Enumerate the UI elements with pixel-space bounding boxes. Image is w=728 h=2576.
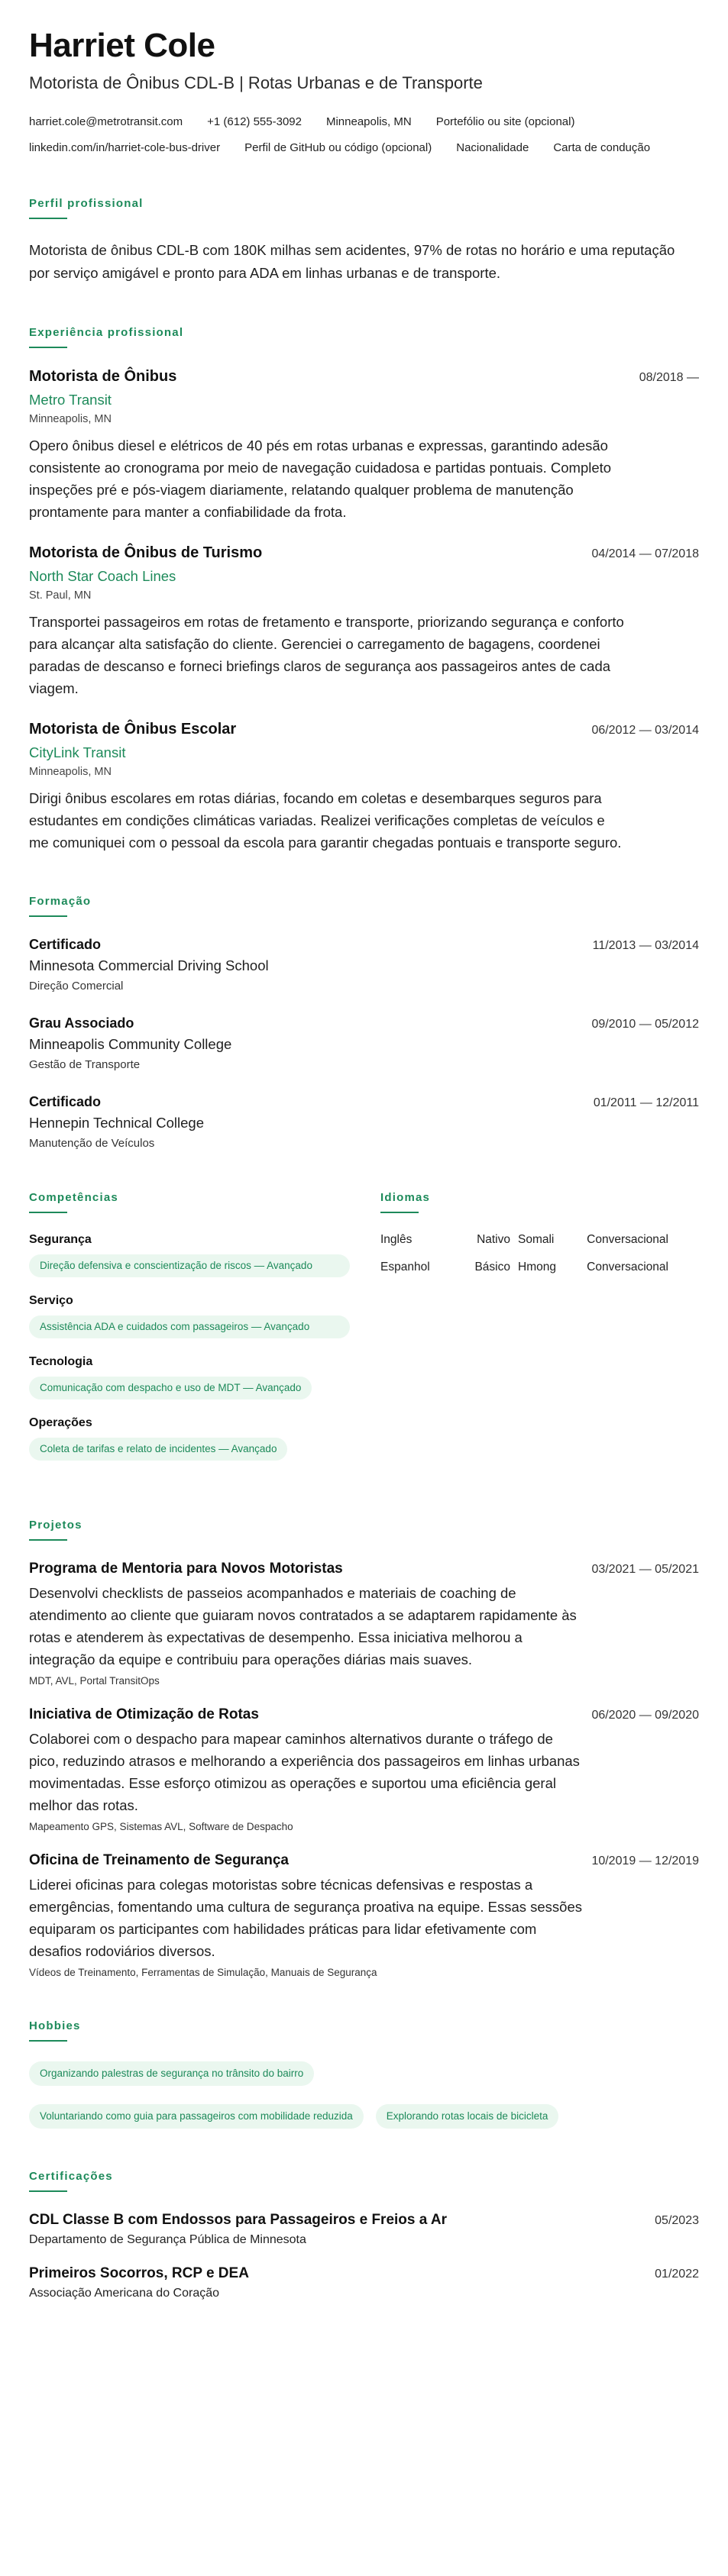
project-title: Programa de Mentoria para Novos Motoristas [29, 1561, 343, 1577]
certifications-section [29, 2170, 699, 2300]
experience-entry [29, 721, 699, 854]
cert-title: CDL Classe B com Endossos para Passageiros e Freios a Ar [29, 2212, 448, 2229]
language-list [380, 1233, 699, 1274]
cert-date: 05/2023 [655, 2214, 699, 2228]
edu-date: 09/2010 — 05/2012 [591, 1018, 699, 1031]
cert-title: Primeiros Socorros, RCP e DEA [29, 2265, 249, 2282]
project-entry [29, 1561, 699, 1687]
edu-degree: Grau Associado [29, 1015, 134, 1031]
project-description: Desenvolvi checklists de passeios acompanhados e materiais de coaching de atendimento ao cliente que guiaram novos contratados a se adaptarem rapidamente às rotas e atenderem às expectativas de desempenho. Essa iniciativa melhorou a integração da equipe e contribuiu para operações diárias mais suaves. [29, 1585, 577, 1668]
edu-school: Minnesota Commercial Driving School [29, 957, 269, 974]
cert-org: Associação Americana do Coração [29, 2287, 220, 2300]
section-title-languages: Idiomas [380, 1191, 431, 1205]
languages-section [380, 1191, 699, 1477]
contact-linkedin[interactable]: linkedin.com/in/harriet-cole-bus-driver [29, 141, 221, 155]
section-divider [29, 218, 67, 219]
section-title-certifications: Certificações [29, 2170, 113, 2184]
section-title-hobbies: Hobbies [29, 2019, 81, 2033]
skill-category: Operações [29, 1416, 92, 1430]
language-name: Hmong [518, 1261, 556, 1274]
profile-section [29, 197, 699, 285]
contact-github[interactable]: Perfil de GitHub ou código (opcional) [244, 141, 432, 155]
experience-section [29, 326, 699, 854]
edu-degree: Certificado [29, 1094, 102, 1110]
edu-school: Hennepin Technical College [29, 1115, 205, 1131]
job-location: Minneapolis, MN [29, 413, 112, 426]
edu-field: Manutenção de Veículos [29, 1137, 155, 1151]
job-date: 06/2012 — 03/2014 [591, 724, 699, 738]
job-location: St. Paul, MN [29, 589, 92, 602]
skills-languages-row [29, 1191, 699, 1477]
language-name: Somali [518, 1233, 555, 1247]
hobby-pill: Voluntariando como guia para passageiros com mobilidade reduzida [29, 2104, 364, 2129]
language-level: Conversacional [587, 1233, 668, 1247]
language-name: Inglês [380, 1233, 413, 1247]
skill-pill: Coleta de tarifas e relato de incidentes — Avançado [29, 1438, 287, 1461]
section-divider [29, 915, 67, 917]
candidate-role: Motorista de Ônibus CDL-B | Rotas Urbanas e de Transporte [29, 73, 483, 93]
section-divider [29, 2040, 67, 2042]
project-title: Iniciativa de Otimização de Rotas [29, 1706, 259, 1723]
job-company: CityLink Transit [29, 744, 126, 761]
education-entry [29, 1015, 699, 1071]
section-title-profile: Perfil profissional [29, 197, 144, 211]
education-entry [29, 1094, 699, 1150]
cert-date: 01/2022 [655, 2268, 699, 2281]
edu-date: 01/2011 — 12/2011 [593, 1096, 699, 1110]
project-entry [29, 1706, 699, 1832]
job-date: 08/2018 — [639, 371, 699, 385]
section-divider [29, 1212, 67, 1213]
skill-group [29, 1355, 380, 1399]
job-description: Transportei passageiros em rotas de fretamento e transporte, priorizando segurança e conforto para alcançar alta satisfação do cliente. Gerenciei o carregamento de bagagens, coordenei paradas de descanso e forneci briefings claros de segurança aos passageiros antes de cada viagem. [29, 614, 624, 697]
hobby-list [29, 2061, 699, 2129]
job-location: Minneapolis, MN [29, 766, 112, 779]
language-level: Nativo [477, 1233, 510, 1247]
edu-date: 11/2013 — 03/2014 [592, 939, 699, 953]
section-divider [380, 1212, 419, 1213]
hobby-pill: Organizando palestras de segurança no trânsito do bairro [29, 2061, 314, 2086]
skill-group [29, 1233, 380, 1277]
language-name: Espanhol [380, 1261, 430, 1274]
section-divider [29, 2190, 67, 2192]
project-tech: Mapeamento GPS, Sistemas AVL, Software de Despacho [29, 1821, 293, 1833]
certification-entry [29, 2212, 699, 2247]
skill-category: Serviço [29, 1294, 73, 1308]
edu-field: Direção Comercial [29, 980, 124, 993]
job-description: Dirigi ônibus escolares em rotas diárias, focando em coletas e desembarques seguros para estudantes em condições climáticas variadas. Realizei verificações completas de veículos e me comuniquei com o pessoal da escola para garantir chegadas pontuais e transporte seguro. [29, 790, 622, 851]
job-company: North Star Coach Lines [29, 568, 176, 585]
contact-license: Carta de condução [553, 141, 651, 155]
experience-entry [29, 368, 699, 523]
contact-list [29, 115, 699, 156]
skill-group [29, 1294, 380, 1338]
job-title: Motorista de Ônibus Escolar [29, 721, 237, 738]
edu-degree: Certificado [29, 937, 102, 953]
profile-summary: Motorista de ônibus CDL-B com 180K milhas sem acidentes, 97% de rotas no horário e uma reputação por serviço amigável e pronto para ADA em linhas urbanas e de transporte. [29, 242, 675, 282]
project-date: 06/2020 — 09/2020 [591, 1709, 699, 1722]
edu-school: Minneapolis Community College [29, 1036, 232, 1053]
certification-entry [29, 2265, 699, 2300]
skill-pill: Comunicação com despacho e uso de MDT — Avançado [29, 1377, 312, 1399]
section-title-projects: Projetos [29, 1519, 83, 1532]
project-date: 03/2021 — 05/2021 [591, 1563, 699, 1577]
skill-category: Tecnologia [29, 1355, 93, 1369]
hobbies-section [29, 2019, 699, 2129]
project-description: Colaborei com o despacho para mapear caminhos alternativos durante o tráfego de pico, reduzindo atrasos e melhorando a experiência dos passageiros em linhas urbanas movimentadas. Esse esforço otimizou as operações e suportou uma eficiência geral melhor das rotas. [29, 1731, 580, 1814]
skill-category: Segurança [29, 1233, 92, 1247]
job-description: Opero ônibus diesel e elétricos de 40 pés em rotas urbanas e expressas, garantindo adesão consistente ao cronograma por meio de navegação cuidadosa e partidas pontuais. Completo inspeções pré e pós-viagem diariamente, relatando qualquer problema de manutenção prontamente para manter a confiabilidade da frota. [29, 437, 612, 521]
project-tech: Vídeos de Treinamento, Ferramentas de Simulação, Manuais de Segurança [29, 1967, 377, 1979]
contact-nationality: Nacionalidade [456, 141, 529, 155]
project-entry [29, 1852, 699, 1978]
contact-email[interactable]: harriet.cole@metrotransit.com [29, 115, 183, 129]
project-description: Liderei oficinas para colegas motoristas sobre técnicas defensivas e respostas a emergências, fomentando uma cultura de segurança proativa na equipe. Essas sessões equiparam os participantes com habilidades práticas para lidar efetivamente com desafios rodoviários diversos. [29, 1877, 582, 1960]
section-divider [29, 1539, 67, 1541]
candidate-name: Harriet Cole [29, 27, 215, 64]
section-title-experience: Experiência profissional [29, 326, 184, 340]
job-title: Motorista de Ônibus de Turismo [29, 544, 263, 562]
experience-entry [29, 544, 699, 699]
projects-section [29, 1519, 699, 1978]
project-tech: MDT, AVL, Portal TransitOps [29, 1675, 160, 1687]
contact-phone[interactable]: +1 (612) 555-3092 [207, 115, 302, 129]
resume-header [29, 27, 699, 156]
skill-pill: Assistência ADA e cuidados com passageiros — Avançado [29, 1315, 350, 1338]
project-title: Oficina de Treinamento de Segurança [29, 1852, 289, 1869]
cert-org: Departamento de Segurança Pública de Minnesota [29, 2233, 306, 2247]
language-level: Básico [474, 1261, 510, 1274]
contact-location: Minneapolis, MN [325, 115, 412, 129]
contact-portfolio[interactable]: Portefólio ou site (opcional) [435, 115, 575, 129]
job-date: 04/2014 — 07/2018 [591, 547, 699, 561]
skill-group [29, 1416, 380, 1461]
language-level: Conversacional [587, 1261, 668, 1274]
section-title-education: Formação [29, 895, 92, 909]
skills-section [29, 1191, 380, 1477]
skill-pill: Direção defensiva e conscientização de riscos — Avançado [29, 1254, 350, 1277]
section-divider [29, 347, 67, 348]
section-title-skills: Competências [29, 1191, 118, 1205]
edu-field: Gestão de Transporte [29, 1058, 141, 1072]
education-section [29, 895, 699, 1150]
hobby-pill: Explorando rotas locais de bicicleta [376, 2104, 559, 2129]
education-entry [29, 937, 699, 993]
job-company: Metro Transit [29, 392, 112, 408]
project-date: 10/2019 — 12/2019 [591, 1855, 699, 1868]
job-title: Motorista de Ônibus [29, 368, 177, 386]
